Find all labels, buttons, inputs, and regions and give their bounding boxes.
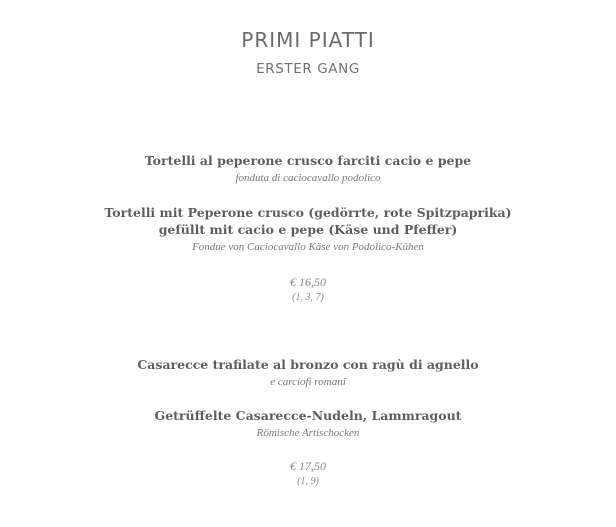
section-subtitle: ERSTER GANG [256,61,360,77]
dish-2-allergens: (1, 9) [297,476,319,487]
dish-2-name-de: Getrüffelte Casarecce-Nudeln, Lammragout [154,408,462,423]
dish-1-allergens: (1, 3, 7) [292,292,324,303]
section-title: PRIMI PIATTI [241,28,375,52]
dish-1-desc-de: Fondue von Caciocavallo Käse von Podolico-Kühen [192,241,424,253]
dish-1-name-de-line-1: Tortelli mit Peperone crusco (gedörrte, rote Spitzpaprika) [104,205,512,220]
dish-1-price: € 16,50 [290,275,326,289]
dish-2-name-it: Casarecce trafilate al bronzo con ragù di agnello [137,357,479,372]
dish-1-name-de [0,204,616,238]
dish-1-desc-it: fonduta di caciocavallo podolico [235,172,381,184]
dish-2-desc-de: Römische Artischocken [256,427,360,439]
dish-1-name-it: Tortelli al peperone crusco farciti cacio e pepe [144,153,472,168]
dish-2-price: € 17,50 [290,459,326,473]
dish-2-desc-it: e carciofi romani [270,376,346,388]
dish-1-name-de-line-2: gefüllt mit cacio e pepe (Käse und Pfeffer) [158,222,458,237]
